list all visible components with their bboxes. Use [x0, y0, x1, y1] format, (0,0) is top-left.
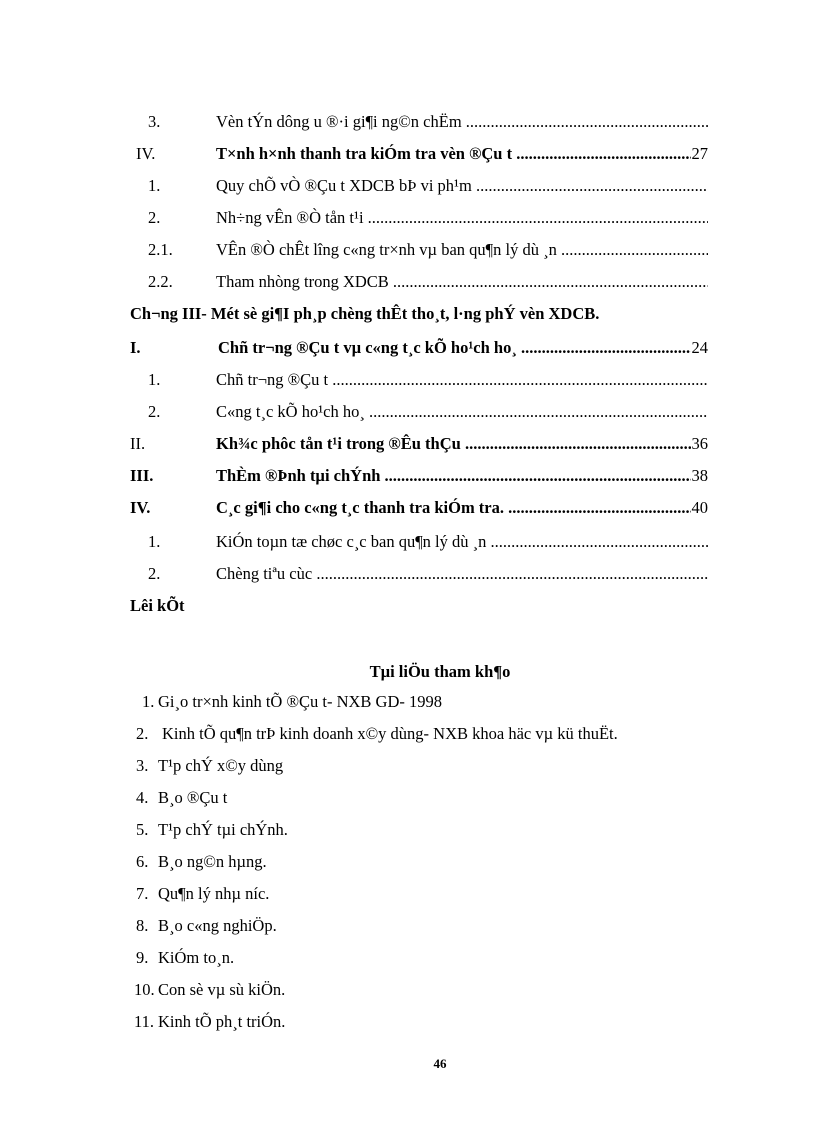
toc-title: C«ng t¸c kÕ ho¹ch ho¸ .....: [216, 400, 708, 424]
toc-number: 2.: [148, 208, 161, 227]
toc-entry: [0, 562, 816, 586]
reference-text: Con sè vµ sù kiÖn.: [158, 980, 286, 999]
toc-title: Kh¾c phôc tån t¹i trong ®Êu thÇu .....: [216, 432, 708, 456]
toc-number: II.: [130, 434, 146, 453]
toc-entry: [0, 270, 816, 294]
reference-number: 4.: [136, 788, 149, 807]
reference-number: 7.: [136, 884, 149, 903]
toc-entry: [0, 464, 816, 488]
toc-number: 1.: [148, 532, 161, 551]
reference-number: 5.: [136, 820, 149, 839]
toc-number: I.: [130, 338, 141, 357]
toc-entry: [0, 530, 816, 554]
toc-title: Vèn tÝn dông u ®·i gi¶i ng©n chËm .....: [216, 110, 708, 134]
toc-entry: [0, 110, 816, 134]
toc-entry: [0, 238, 816, 262]
reference-text: B¸o ng©n hµng.: [158, 852, 267, 871]
references-heading: Tµi liÖu tham kh¶o: [369, 662, 511, 681]
toc-number: 3.: [148, 112, 161, 131]
chapter-heading: Ch¬ng III- Mét sè gi¶I ph¸p chèng thÊt tho¸t, l·ng phÝ vèn XDCB.: [130, 304, 600, 323]
toc-title: Chñ tr¬ng ®Çu t .....: [216, 368, 708, 392]
toc-entry: [0, 206, 816, 230]
toc-page: 40: [691, 496, 709, 520]
toc-entry: [0, 336, 816, 360]
reference-number: 6.: [136, 852, 149, 871]
reference-text: Kinh tÕ ph¸t triÓn.: [158, 1012, 286, 1031]
toc-number: 1.: [148, 176, 161, 195]
toc-title: Chèng tiªu cùc .....: [216, 562, 708, 586]
toc-page: 27: [691, 142, 709, 166]
toc-title: KiÓn toµn tæ chøc c¸c ban qu¶n lý dù ¸n .....: [216, 530, 708, 554]
toc-number: 2.: [148, 402, 161, 421]
reference-number: 1.: [142, 692, 155, 711]
reference-number: 2.: [136, 724, 149, 743]
toc-title: Tham nhòng trong XDCB .....: [216, 270, 708, 294]
page-number: 46: [433, 1056, 447, 1071]
toc-entry: [0, 400, 816, 424]
toc-entry: [0, 368, 816, 392]
reference-number: 8.: [136, 916, 149, 935]
toc-number: 1.: [148, 370, 161, 389]
reference-text: B¸o ®Çu t: [158, 788, 228, 807]
toc-title: T×nh h×nh thanh tra kiÓm tra vèn ®Çu t .....: [216, 142, 708, 166]
reference-text: Kinh tÕ qu¶n trÞ kinh doanh x©y dùng- NXB khoa häc vµ kü thuËt.: [162, 724, 618, 743]
toc-title: Nh÷ng vÊn ®Ò tån t¹i .....: [216, 206, 708, 230]
conclusion-heading: Lêi kÕt: [130, 596, 185, 615]
reference-text: T¹p chÝ x©y dùng: [158, 756, 284, 775]
reference-text: T¹p chÝ tµi chÝnh.: [158, 820, 288, 839]
reference-text: B¸o c«ng nghiÖp.: [158, 916, 277, 935]
toc-page: 38: [691, 464, 709, 488]
toc-entry: [0, 496, 816, 520]
toc-number: IV.: [136, 144, 156, 163]
reference-number: 3.: [136, 756, 149, 775]
toc-entry: [0, 142, 816, 166]
toc-title: VÊn ®Ò chÊt lîng c«ng tr×nh vµ ban qu¶n lý dù ¸n .....: [216, 238, 708, 262]
toc-number: III.: [130, 466, 154, 485]
toc-title: ThÈm ®Þnh tµi chÝnh .....: [216, 464, 708, 488]
reference-text: Gi¸o tr×nh kinh tÕ ®Çu t- NXB GD- 1998: [158, 692, 442, 711]
toc-entry: [0, 432, 816, 456]
toc-page: 24: [691, 336, 709, 360]
toc-number: IV.: [130, 498, 151, 517]
reference-number: 11.: [134, 1012, 155, 1031]
toc-entry: [0, 174, 816, 198]
reference-number: 10.: [134, 980, 155, 999]
reference-number: 9.: [136, 948, 149, 967]
toc-page: 36: [691, 432, 709, 456]
toc-title: Quy chÕ vÒ ®Çu t XDCB bÞ vi ph¹m .....: [216, 174, 708, 198]
reference-text: Qu¶n lý nhµ níc.: [158, 884, 270, 903]
toc-title: Chñ tr¬ng ®Çu t vµ c«ng t¸c kÕ ho¹ch ho¸ .....: [218, 336, 708, 360]
toc-number: 2.1.: [148, 240, 173, 259]
reference-text: KiÓm to¸n.: [158, 948, 235, 967]
toc-number: 2.2.: [148, 272, 173, 291]
toc-title: C¸c gi¶i cho c«ng t¸c thanh tra kiÓm tra. .....: [216, 496, 708, 520]
toc-number: 2.: [148, 564, 161, 583]
